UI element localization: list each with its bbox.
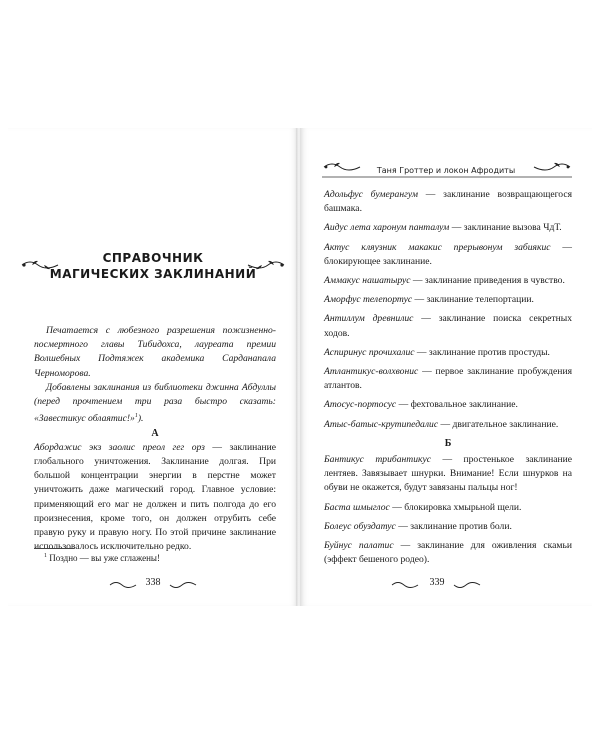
book-spread: [8, 128, 592, 606]
spell-term: Атлантикус-волхвонис: [324, 366, 419, 378]
spell-term: Болеус обуздатус: [324, 520, 396, 532]
spell-description: — заклинание вызова ЧдТ.: [449, 222, 562, 234]
intro-paragraph-2-text: Добавлены заклинания из библиотеки джинна Абдуллы (перед прочтением три раза быстро сказать: «Завестикус облаятис!»: [34, 381, 276, 425]
intro-paragraph-1: Печатается с любезного разрешения пожизненно-посмертного главы Тибидохса, лауреата премии Волшебных Подтяжек академика Сарданапала Черноморова.: [34, 325, 276, 379]
spell-term: Актус кляузник макакис прерывонум забиякис: [324, 241, 551, 253]
spell-entry: [324, 241, 572, 269]
page-number-left: 338: [145, 577, 161, 588]
footnote-mark: 1: [44, 553, 47, 559]
right-page-body: [324, 188, 572, 572]
spell-description: — блокировка хмырьной щели.: [389, 501, 522, 513]
spell-description: — простенькое заклинание лентяев. Завязывает шнурки. Внимание! Если шнурков на обуви не окажется, будут завязаны пальцы ног!: [324, 454, 572, 494]
section-letter-b: Б: [444, 437, 452, 449]
spell-entry: [324, 293, 572, 307]
spell-entry: [324, 312, 572, 340]
spell-description: — заклинание против боли.: [395, 520, 512, 532]
spell-description: — заклинание для оживления скамьи (эффект бешеного родео).: [324, 540, 572, 566]
spell-term: Буйнус палатис: [324, 540, 394, 552]
chapter-heading: [20, 243, 286, 293]
section-letter-a: А: [151, 427, 159, 439]
spell-term: Баста шмыглос: [324, 501, 390, 513]
spell-term: Аморфус телепортус: [324, 294, 413, 306]
spell-description: — фехтовальное заклинание.: [396, 399, 518, 411]
spell-term: Аидус лета харонум панталум: [324, 222, 450, 234]
spell-description: — заклинание глобального уничтожения. Заклинание долгая. При большой концентрации энергии в перстне может уничтожить даже магический город. Главное условие: применяющий его маг не должен и пить полгода до его произнесения, кроме того, он должен отрубить себе правую руку и правую ногу. По этой причине заклинание использовалось исключительно редко.: [34, 441, 276, 553]
spell-description: — заклинание телепортации.: [412, 294, 534, 306]
running-head: Таня Гроттер и локон Афродиты: [376, 166, 516, 175]
spell-term: Атосус-портосус: [324, 399, 397, 411]
spell-entry: [324, 274, 572, 288]
spell-description: — заклинание против простуды.: [414, 346, 550, 358]
spell-term: Адольфус бумерангум: [324, 189, 418, 200]
running-head-rule-icon: [322, 176, 572, 178]
spell-entry: [324, 539, 572, 567]
spell-term: Аммакус нашатырус: [324, 275, 411, 287]
spell-entry: [324, 188, 572, 216]
spell-description: — заклинание возвращающегося башмака.: [324, 189, 572, 215]
footnote-text: Поздно — вы уже сглажены!: [47, 553, 160, 563]
right-flourish-icon: [246, 257, 286, 273]
left-page: [8, 128, 298, 606]
spell-entry: [324, 501, 572, 515]
spell-entry: [324, 398, 572, 412]
spell-entry: [324, 221, 572, 235]
spell-entry: [34, 441, 276, 555]
spell-entry: [324, 346, 572, 360]
spell-term: Атыс-батыс-крутипедалис: [324, 418, 439, 430]
chapter-title-line2: МАГИЧЕСКИХ ЗАКЛИНАНИЙ: [49, 267, 257, 281]
page-number-left-ornament-icon: [390, 580, 420, 590]
page-number-right-ornament-icon: [168, 580, 198, 590]
chapter-title-line1: СПРАВОЧНИК: [102, 251, 204, 265]
spell-description: — блокирующее заклинание.: [324, 241, 572, 267]
spell-entry: [324, 365, 572, 393]
page-number-right: 339: [429, 577, 445, 588]
intro-paragraph-2: [34, 381, 276, 427]
intro-paragraph-2-end: ).: [137, 413, 144, 425]
spell-description: — двигательное заклинание.: [438, 418, 559, 430]
spell-description: — первое заклинание пробуждения атлантов.: [324, 366, 572, 392]
header-right-flourish-icon: [532, 160, 572, 174]
spell-term: Антиллум древнилис: [324, 313, 414, 325]
footnote-divider: [34, 548, 74, 549]
right-page: [300, 128, 592, 606]
spell-term: Аспиринус прочихалис: [324, 346, 415, 358]
page-number-right-ornament-icon: [452, 580, 482, 590]
spell-entry: [324, 453, 572, 496]
footnote-ref: 1: [134, 413, 138, 420]
footnote: [44, 553, 274, 563]
spell-entry: [324, 418, 572, 432]
spell-description: — заклинание поиска секретных ходов.: [324, 313, 572, 339]
spell-description: — заклинание приведения в чувство.: [410, 275, 565, 287]
spell-term: Бантикус трибантикус: [324, 454, 432, 466]
header-left-flourish-icon: [322, 160, 362, 174]
spell-term: Абордажис экз заолис преол гег орз: [34, 441, 205, 453]
spell-entry: [324, 520, 572, 534]
left-page-body: [34, 324, 276, 554]
